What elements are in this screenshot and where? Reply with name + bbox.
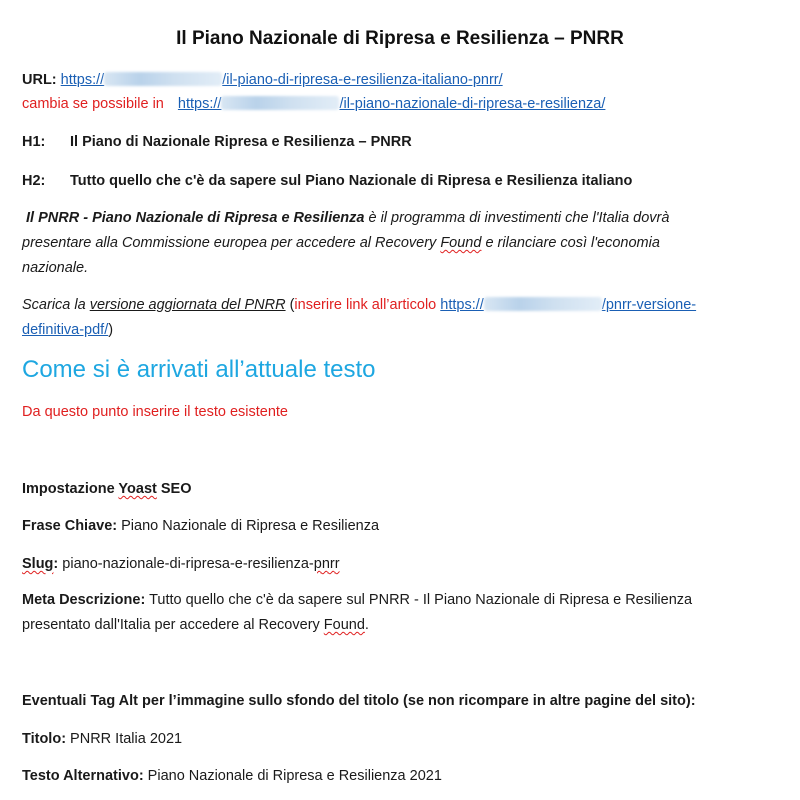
slug-label: Slug: [22, 556, 54, 572]
current-url-link[interactable]: https:// /il-piano-di-ripresa-e-resilienza-italiano-pnrr/: [60, 72, 503, 88]
h2-text: Tutto quello che c'è da sapere sul Piano Nazionale di Ripresa e Resilienza italiano: [70, 173, 633, 189]
change-url-line: [22, 94, 605, 114]
meta-value-2: presentato dall'Italia per accedere al Recovery: [22, 617, 324, 633]
new-url-link[interactable]: https:// /il-piano-nazionale-di-ripresa-e-resilienza/: [177, 96, 606, 112]
download-version-link[interactable]: versione aggiornata del PNRR: [89, 297, 286, 313]
h2-line: [22, 171, 632, 191]
intro-text-2: presentare alla Commissione europea per accedere al Recovery: [22, 235, 441, 251]
alt-text-value: Piano Nazionale di Ripresa e Resilienza 2021: [143, 768, 442, 784]
titolo-label: Titolo:: [22, 731, 67, 747]
intro-text-4: nazionale.: [22, 260, 89, 276]
intro-bold: Il PNRR - Piano Nazionale di Ripresa e Resilienza: [26, 210, 365, 226]
keyphrase-value: Piano Nazionale di Ripresa e Resilienza: [117, 518, 380, 534]
intro-found-word: Found: [440, 235, 482, 251]
download-note: inserire link all’articolo: [294, 297, 437, 313]
meta-label: Meta Descrizione:: [22, 592, 146, 608]
download-close: ): [108, 322, 114, 338]
alt-text-label: Testo Alternativo:: [22, 768, 144, 784]
yoast-word: Yoast: [118, 481, 157, 497]
intro-text-1: è il programma di investimenti che l'Italia dovrà: [364, 210, 670, 226]
h1-label: H1:: [22, 134, 46, 150]
download-url-link-cont[interactable]: definitiva-pdf/: [22, 322, 109, 338]
h1-line: [22, 132, 412, 152]
intro-paragraph: [22, 206, 792, 281]
alt-text-line: [22, 766, 442, 786]
keyphrase-label: Frase Chiave:: [22, 518, 118, 534]
slug-line: Slug: piano-nazionale-di-ripresa-e-resilienza-pnrr: [22, 556, 340, 572]
url-line: [22, 70, 503, 90]
yoast-heading: Impostazione Yoast SEO: [22, 481, 192, 497]
keyphrase-line: [22, 516, 379, 536]
slug-value: piano-nazionale-di-ripresa-e-resilienza-: [58, 556, 314, 572]
h1-text: Il Piano di Nazionale Ripresa e Resilienza – PNRR: [70, 134, 412, 150]
titolo-value: PNRR Italia 2021: [66, 731, 183, 747]
insert-note: Da questo punto inserire il testo esistente: [22, 404, 288, 420]
meta-value-1: Tutto quello che c'è da sapere sul PNRR - Il Piano Nazionale di Ripresa e Resilienza: [145, 592, 693, 608]
titolo-line: [22, 729, 182, 749]
slug-value-end: pnrr: [313, 556, 340, 572]
download-paren: (: [285, 297, 295, 313]
url-label: URL:: [22, 72, 57, 88]
meta-found-word: Found: [323, 617, 365, 633]
section-heading: Come si è arrivati all’attuale testo: [22, 356, 376, 383]
document-title: Il Piano Nazionale di Ripresa e Resilienza – PNRR: [176, 28, 624, 49]
h2-label: H2:: [22, 173, 46, 189]
intro-text-3: e rilanciare così l'economia: [481, 235, 660, 251]
alt-tags-heading: Eventuali Tag Alt per l’immagine sullo sfondo del titolo (se non ricompare in altre pagine del sito):: [22, 693, 696, 709]
download-text: Scarica la: [22, 297, 90, 313]
redacted-domain: [104, 72, 222, 86]
download-paragraph: [22, 293, 792, 343]
meta-description: Meta Descrizione: Tutto quello che c'è da sapere sul PNRR - Il Piano Nazionale di Ripresa e Resilienza presentato dall'Italia per accedere al Recovery Found.: [22, 592, 693, 633]
redacted-domain: [484, 297, 602, 311]
change-note: cambia se possibile in: [22, 96, 164, 112]
redacted-domain: [221, 96, 339, 110]
download-url-link[interactable]: https:// /pnrr-versione-: [440, 297, 697, 313]
